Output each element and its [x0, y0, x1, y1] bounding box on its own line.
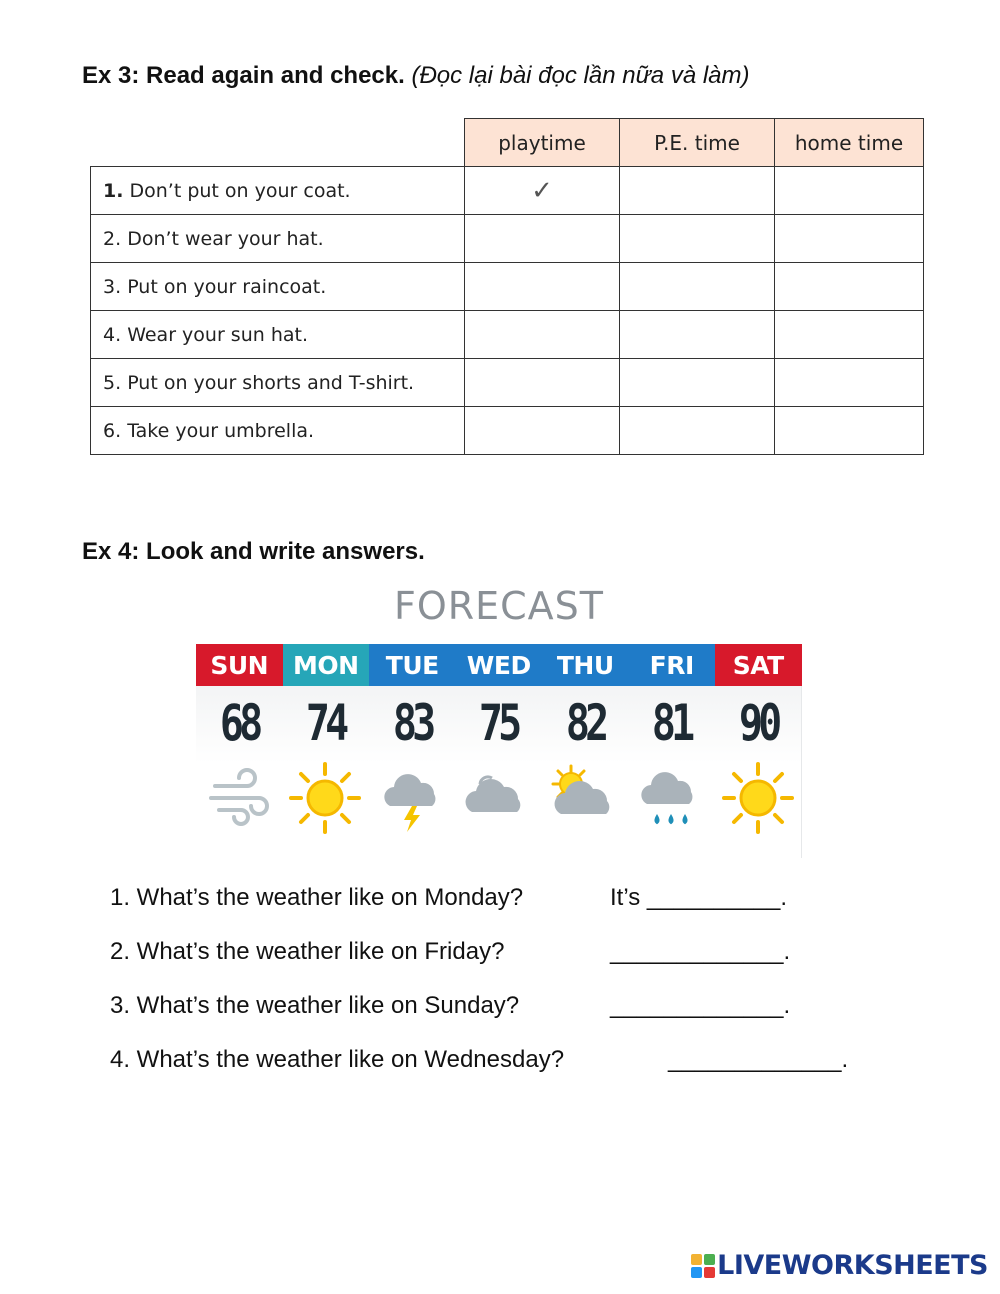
- day-body: [455, 686, 543, 858]
- answer-blank[interactable]: _____________.: [668, 1046, 849, 1073]
- answer-blank[interactable]: _____________.: [610, 992, 791, 1019]
- check-table: [90, 118, 924, 455]
- table-row: [91, 311, 924, 359]
- day-body: [542, 686, 630, 858]
- logo-mark-icon: [691, 1254, 715, 1278]
- temperature: 74: [305, 694, 345, 752]
- column-header-home-time: home time: [775, 119, 924, 167]
- check-cell[interactable]: [620, 167, 775, 215]
- exercise-4-heading: Ex 4: Look and write answers.: [82, 538, 425, 565]
- check-cell[interactable]: [465, 407, 620, 455]
- answer-blank[interactable]: _____________.: [610, 938, 791, 965]
- exercise-3-heading: Ex 3: Read again and check.: [82, 62, 405, 89]
- temperature: 81: [651, 694, 691, 752]
- check-cell[interactable]: [465, 215, 620, 263]
- forecast-day: [715, 644, 802, 858]
- cloud-icon: [460, 760, 536, 836]
- check-cell[interactable]: [775, 263, 924, 311]
- check-cell[interactable]: [620, 311, 775, 359]
- check-cell[interactable]: [465, 359, 620, 407]
- check-cell[interactable]: [620, 215, 775, 263]
- check-cell[interactable]: [620, 359, 775, 407]
- row-label: 4. Wear your sun hat.: [91, 311, 465, 359]
- table-row: [91, 167, 924, 215]
- temperature: 68: [219, 694, 259, 752]
- column-header-pe-time: P.E. time: [620, 119, 775, 167]
- weather-forecast: [196, 586, 802, 866]
- forecast-day: [629, 644, 716, 858]
- check-cell[interactable]: [775, 215, 924, 263]
- temperature: 75: [478, 694, 518, 752]
- question-text: 2. What’s the weather like on Friday?: [110, 938, 505, 965]
- exercise-3-title: [82, 62, 750, 90]
- partly-cloudy-icon: [547, 760, 623, 836]
- day-body: [715, 686, 803, 858]
- forecast-day: [283, 644, 370, 858]
- row-label: 6. Take your umbrella.: [91, 407, 465, 455]
- forecast-title: FORECAST: [393, 584, 605, 628]
- forecast-day: [196, 644, 283, 858]
- day-body: [196, 686, 284, 858]
- question-item: [110, 992, 791, 1020]
- forecast-day: [369, 644, 456, 858]
- check-cell[interactable]: [775, 311, 924, 359]
- table-header-row: [91, 119, 924, 167]
- check-cell[interactable]: [775, 167, 924, 215]
- temperature: 90: [738, 694, 778, 752]
- table-row: [91, 215, 924, 263]
- column-header-playtime: playtime: [465, 119, 620, 167]
- wind-icon: [201, 760, 277, 836]
- day-label: MON: [283, 644, 370, 686]
- check-cell[interactable]: [465, 311, 620, 359]
- check-cell[interactable]: [775, 407, 924, 455]
- storm-icon: [374, 760, 450, 836]
- day-label: SUN: [196, 644, 283, 686]
- check-cell[interactable]: [620, 407, 775, 455]
- table-row: [91, 359, 924, 407]
- question-item: [110, 884, 788, 912]
- sun-icon: [720, 760, 796, 836]
- rain-icon: [633, 760, 709, 836]
- row-label: 1. Don’t put on your coat.: [91, 167, 465, 215]
- forecast-days: [196, 644, 802, 858]
- day-label: TUE: [369, 644, 456, 686]
- question-text: 4. What’s the weather like on Wednesday?: [110, 1046, 565, 1073]
- forecast-day: [456, 644, 543, 858]
- liveworksheets-logo: [691, 1250, 988, 1281]
- answer-blank[interactable]: It’s __________.: [610, 884, 788, 911]
- exercise-4-title: [82, 538, 425, 566]
- row-label: 2. Don’t wear your hat.: [91, 215, 465, 263]
- check-cell[interactable]: [775, 359, 924, 407]
- row-label: 3. Put on your raincoat.: [91, 263, 465, 311]
- forecast-day: [542, 644, 629, 858]
- day-label: FRI: [629, 644, 716, 686]
- day-body: [628, 686, 716, 858]
- question-item: [110, 1046, 849, 1074]
- temperature: 82: [565, 694, 605, 752]
- day-body: [369, 686, 457, 858]
- table-row: [91, 407, 924, 455]
- logo-text: LIVEWORKSHEETS: [717, 1250, 988, 1281]
- check-cell[interactable]: [465, 263, 620, 311]
- day-body: [282, 686, 370, 858]
- check-cell[interactable]: [620, 263, 775, 311]
- header-blank: [91, 119, 465, 167]
- temperature: 83: [392, 694, 432, 752]
- row-label: 5. Put on your shorts and T-shirt.: [91, 359, 465, 407]
- check-cell[interactable]: ✓: [465, 167, 620, 215]
- question-item: [110, 938, 791, 966]
- day-label: SAT: [715, 644, 802, 686]
- day-label: THU: [542, 644, 629, 686]
- sun-icon: [287, 760, 363, 836]
- table-row: [91, 263, 924, 311]
- question-text: 3. What’s the weather like on Sunday?: [110, 992, 520, 1019]
- question-text: 1. What’s the weather like on Monday?: [110, 884, 524, 911]
- exercise-3-subtitle: (Đọc lại bài đọc lần nữa và làm): [411, 62, 750, 89]
- day-label: WED: [456, 644, 543, 686]
